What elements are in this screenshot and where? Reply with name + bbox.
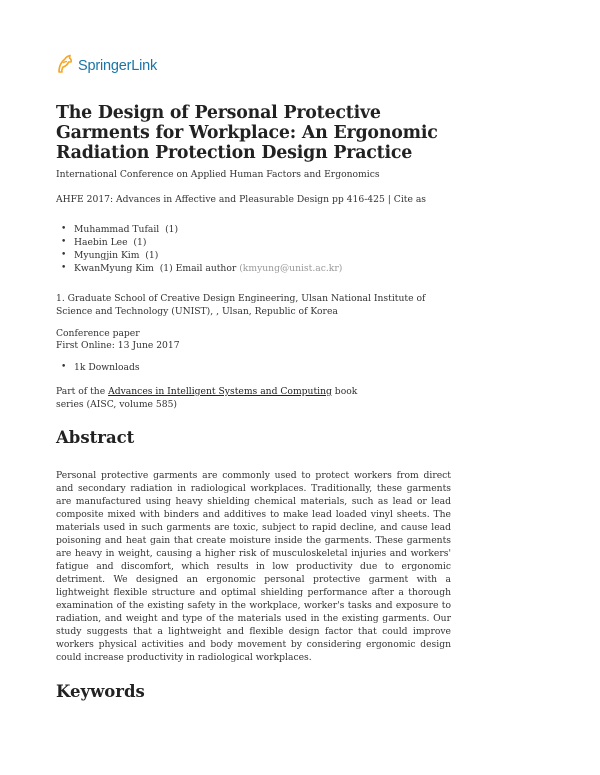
logo-brand-text: Springer xyxy=(78,58,132,74)
cite-as-link[interactable]: Cite as xyxy=(393,194,427,205)
logo-wordmark xyxy=(78,58,157,74)
springerlink-logo[interactable] xyxy=(56,54,157,78)
author-name[interactable]: Myungjin Kim xyxy=(74,250,140,261)
abstract-heading: Abstract xyxy=(56,428,135,447)
author-name[interactable]: Muhammad Tufail xyxy=(74,224,160,235)
page-title: The Design of Personal Protective Garments for Workplace: An Ergonomic Radiation Protection Design Practice xyxy=(56,103,438,163)
book-info xyxy=(56,193,426,206)
author-name[interactable]: KwanMyung Kim xyxy=(74,263,154,274)
author-email[interactable]: (kmyung@unist.ac.kr) xyxy=(239,263,343,274)
series-suffix: book series (AISC, volume 585) xyxy=(56,386,358,410)
author-item xyxy=(56,223,342,236)
downloads-count[interactable]: • 1k Downloads xyxy=(56,361,140,374)
keywords-heading: Keywords xyxy=(56,682,145,701)
first-online-date: First Online: 13 June 2017 xyxy=(56,340,180,351)
affiliation: 1. Graduate School of Creative Design Engineering, Ulsan National Institute of Science and Technology (UNIST), , Ulsan, Republic of Korea xyxy=(56,293,426,317)
author-affiliation-ref[interactable]: (1) xyxy=(165,224,179,235)
author-item xyxy=(56,262,342,275)
series-link[interactable]: Advances in Intelligent Systems and Computing xyxy=(108,386,332,397)
author-affiliation-ref[interactable]: (1) xyxy=(133,237,147,248)
article-metrics xyxy=(56,361,140,374)
separator: | xyxy=(384,194,394,205)
book-title[interactable]: AHFE 2017: Advances in Affective and Pleasurable Design pp 416-425 xyxy=(56,194,385,205)
author-affiliation-ref[interactable]: (1) xyxy=(145,250,159,261)
author-affiliation-ref[interactable]: (1) xyxy=(159,263,173,274)
author-item xyxy=(56,249,342,262)
author-item xyxy=(56,236,342,249)
author-list xyxy=(56,223,342,275)
author-name[interactable]: Haebin Lee xyxy=(74,237,128,248)
book-series xyxy=(56,385,386,411)
springer-horse-icon xyxy=(56,54,73,78)
series-prefix: Part of the xyxy=(56,386,109,397)
logo-link-text: Link xyxy=(131,58,158,74)
conference-name: International Conference on Applied Human Factors and Ergonomics xyxy=(56,169,380,180)
abstract-text: Personal protective garments are commonly used to protect workers from direct and secondary radiation in radiological workplaces. Traditionally, these garments are manufactured using heavy shielding chemical materials, such as lead or lead composite mixed with binders and additives to make lead loaded vinyl sheets. The materials used in such garments are toxic, subject to rapid decline, and cause lead poisoning and heat gain that create moisture inside the garments. These garments are heavy in weight, causing a higher risk of musculoskeletal injuries and workers' fatigue and discomfort, which results in low productivity due to ergonomic detriment. We designed an ergonomic personal protective garment with a lightweight flexible structure and optimal shielding performance after a thorough examination of the existing safety in the workplace, worker's tasks and exposure to radiation, and weight and type of the materials used in the existing garments. Our study suggests that a lightweight and flexible design factor that could improve workers physical activities and body movement by considering ergonomic design could increase productivity in radiological workplaces. xyxy=(56,470,451,663)
paper-type: Conference paper xyxy=(56,328,140,339)
email-author-link[interactable]: Email author xyxy=(175,263,237,274)
